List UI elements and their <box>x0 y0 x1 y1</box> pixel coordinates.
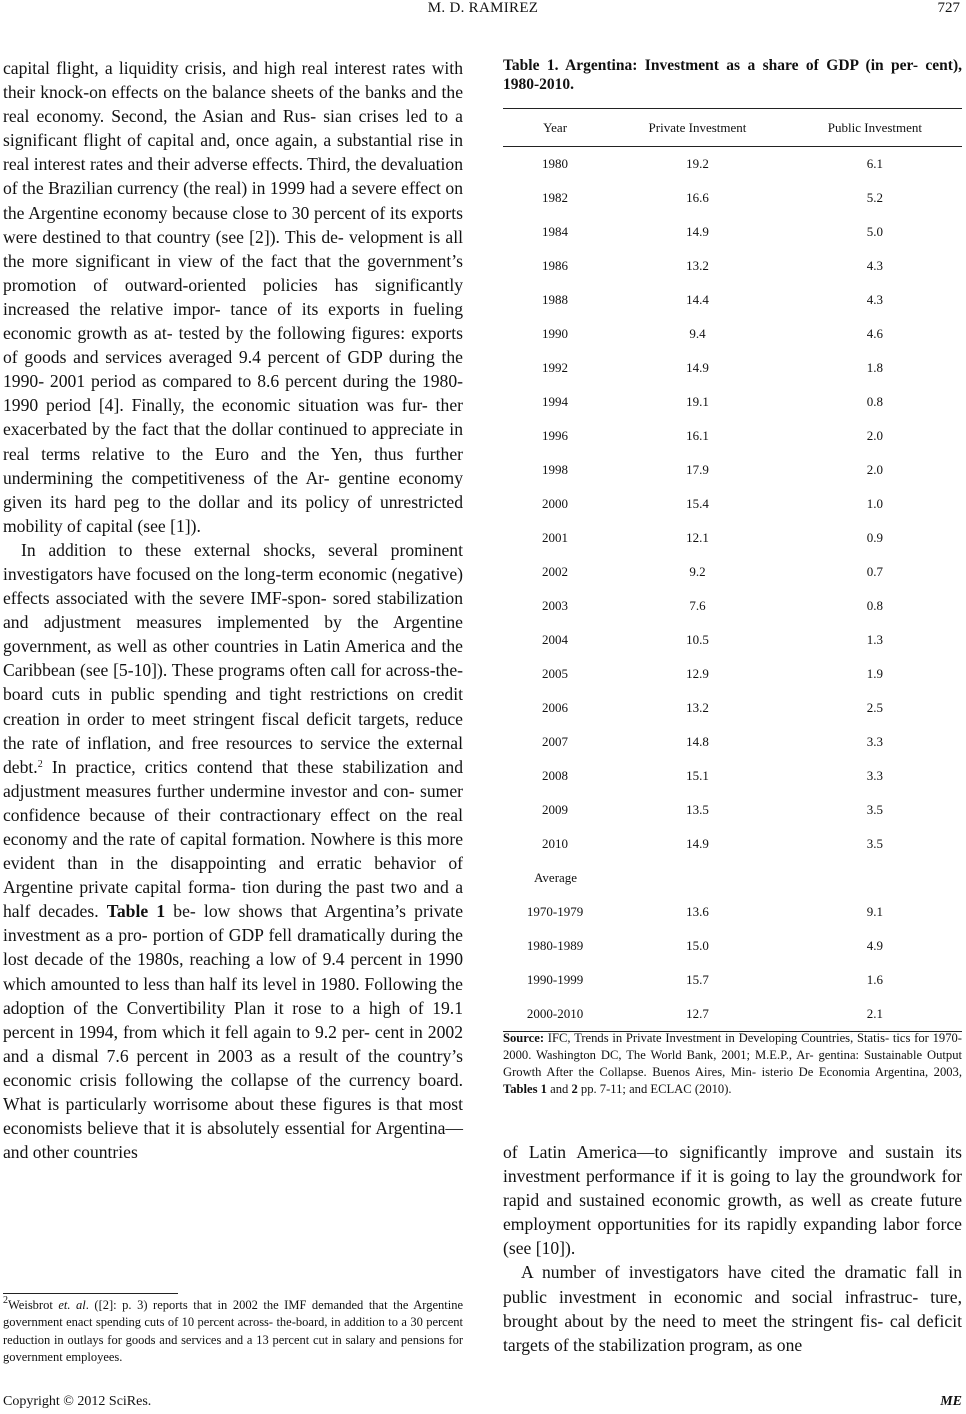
period-cell: 1990-1999 <box>526 972 584 987</box>
public-investment-cell: 4.3 <box>866 292 884 307</box>
year-cell: 2000 <box>542 496 569 511</box>
year-cell: 2009 <box>542 802 569 817</box>
public-investment-cell: 4.3 <box>866 258 884 273</box>
public-investment-cell: 2.1 <box>788 997 962 1032</box>
year-cell: 2008 <box>542 768 569 783</box>
period-cell: 1980-1989 <box>526 938 584 953</box>
footnote-italic: et. al <box>58 1298 86 1312</box>
source-label: Source: <box>503 1031 545 1045</box>
table-average-row <box>503 929 962 963</box>
public-investment-cell: 2.0 <box>866 462 884 477</box>
year-cell: 1980 <box>542 156 569 171</box>
table-row <box>503 555 962 589</box>
private-investment-cell: 12.9 <box>686 666 709 681</box>
table-body <box>503 147 962 1032</box>
public-investment-cell: 0.9 <box>866 530 884 545</box>
private-investment-cell: 16.6 <box>686 190 709 205</box>
investment-table <box>503 108 962 1032</box>
table-average-row <box>503 963 962 997</box>
table-row <box>503 487 962 521</box>
source-text: and <box>546 1082 572 1096</box>
private-investment-cell: 13.5 <box>686 802 709 817</box>
table-row <box>503 215 962 249</box>
average-label: Average <box>534 870 578 885</box>
table-row <box>503 657 962 691</box>
public-investment-cell: 2.5 <box>866 700 884 715</box>
public-investment-cell: 3.3 <box>866 734 884 749</box>
source-text: IFC, Trends in Private Investment in Developing Countries, Statis- tics for 1970-2000. Washington DC, The World Bank, 2001; M.E.P., Ar- gentina: Sustainable Output Growth After the Collapse. Buenos Aires, Min- isterio De Economia Argentina, 2003, <box>503 1031 962 1079</box>
table-header-row <box>503 109 962 147</box>
year-cell: 1996 <box>542 428 569 443</box>
private-investment-cell: 15.7 <box>686 972 709 987</box>
public-investment-cell: 3.5 <box>866 802 884 817</box>
paragraph-text: be- low shows that Argentina’s private investment as a pro- portion of GDP fell dramatically during the lost decade of the 1980s, reaching a low of 9.4 percent in 1990 which amounted to less than half its level in 1980. Following the adoption of the Convertibility Plan it rose to a high of 19.1 percent in 1994, from which it fell again to 9.2 per- cent in 2002 and a dismal 7.6 percent in 2003 as a result of the country’s economic crisis following the collapse of the currency board. What is particularly worrisome about these figures is that most economists believe that it is absolutely essential for Argentina—and other countries <box>3 901 464 1163</box>
body-paragraph-4: A number of investigators have cited the dramatic fall in public investment in economic and social infrastruc- ture, brought about by the need to meet the stringent fis- cal deficit targets of the stabilization program, as one <box>503 1262 962 1355</box>
private-investment-cell: 13.2 <box>686 700 709 715</box>
table-average-label-row <box>503 861 962 895</box>
footnote-mark[interactable]: 2 <box>37 758 43 770</box>
year-cell: 2006 <box>542 700 569 715</box>
source-bold: Tables 1 <box>503 1082 547 1096</box>
public-investment-cell: 5.2 <box>866 190 884 205</box>
table-average-row <box>503 895 962 929</box>
paragraph-text: In addition to these external shocks, several prominent investigators have focused on the long-term economic (negative) effects associated with the severe IMF-spon- sored stabilization and adjustment measures implemented by the Argentine government, as well as other countries in Latin America and the Caribbean (see [5-10]). These programs often call for across-the-board cuts in public spending and tight restrictions on credit creation in order to meet stringent fiscal deficit targets, reduce the rate of inflation, and free resources to service the external debt. <box>3 539 463 777</box>
year-cell: 1982 <box>542 190 569 205</box>
public-investment-cell: 0.7 <box>866 564 884 579</box>
body-paragraph-3: of Latin America—to significantly improve and sustain its investment performance if it is going to lay the groundwork for rapid and sustained economic growth, as well as create future employment opportunities for its rapidly expanding labor force (see [10]). <box>503 1142 962 1259</box>
private-investment-cell: 15.0 <box>686 938 709 953</box>
right-body-text <box>503 1140 962 1357</box>
table-row <box>503 589 962 623</box>
private-investment-cell: 10.5 <box>686 632 709 647</box>
table-reference[interactable]: Table 1 <box>106 901 166 922</box>
private-investment-cell: 14.4 <box>686 292 709 307</box>
table-row <box>503 181 962 215</box>
table-row <box>503 147 962 182</box>
year-cell: 1986 <box>542 258 569 273</box>
table-row <box>503 419 962 453</box>
copyright-notice: Copyright © 2012 SciRes. <box>3 1394 152 1409</box>
public-investment-cell: 0.8 <box>866 598 884 613</box>
public-investment-cell: 1.8 <box>866 360 884 375</box>
source-text: pp. 7-11; and ECLAC (2010). <box>577 1082 732 1096</box>
private-investment-cell: 15.4 <box>686 496 709 511</box>
public-investment-cell: 6.1 <box>866 156 884 171</box>
table-row <box>503 827 962 861</box>
private-investment-cell: 9.2 <box>689 564 706 579</box>
table-row <box>503 351 962 385</box>
year-cell: 2001 <box>542 530 569 545</box>
source-bold: 2 <box>571 1082 578 1096</box>
public-investment-cell: 0.8 <box>866 394 884 409</box>
footnote-text: . ([2]: p. 3) reports that in 2002 the IMF demanded that the Argentine government enact spending cuts of 10 percent across- the-board, in addition to a 30 percent reduction in outlays for goods and services and a 13 percent cut in salary and pensions for government employees. <box>3 1298 463 1365</box>
table-row <box>503 385 962 419</box>
private-investment-cell: 17.9 <box>686 462 709 477</box>
table-row <box>503 453 962 487</box>
paragraph-text: In practice, critics contend that these stabilization and adjustment measures further undermine investor and con- sumer confidence because of their contractionary effect on the real economy and the rate of capital formation. Nowhere is this more evident than in the disappointing and erratic behavior of Argentine private capital forma- tion during the past two and a half decades. <box>3 756 463 922</box>
private-investment-cell: 13.2 <box>686 258 709 273</box>
public-investment-cell: 4.9 <box>866 938 884 953</box>
private-investment-cell: 14.9 <box>686 360 709 375</box>
public-investment-cell: 1.0 <box>866 496 884 511</box>
table-row <box>503 725 962 759</box>
table-average-row <box>503 997 962 1032</box>
public-investment-cell: 1.6 <box>866 972 884 987</box>
footnote-text: Weisbrot <box>8 1298 59 1312</box>
private-investment-cell: 19.2 <box>686 156 709 171</box>
private-investment-cell: 14.9 <box>686 224 709 239</box>
private-investment-cell: 7.6 <box>689 598 706 613</box>
year-cell: 1984 <box>542 224 569 239</box>
private-investment-cell: 12.1 <box>686 530 709 545</box>
public-investment-cell: 5.0 <box>866 224 884 239</box>
year-cell: 2002 <box>542 564 569 579</box>
year-cell: 1990 <box>542 326 569 341</box>
running-head-author: M. D. RAMIREZ <box>427 0 539 16</box>
table-row <box>503 249 962 283</box>
private-investment-cell: 16.1 <box>686 428 709 443</box>
private-investment-cell: 9.4 <box>689 326 706 341</box>
period-cell: 2000-2010 <box>503 997 607 1032</box>
year-cell: 2003 <box>542 598 569 613</box>
private-investment-cell: 14.8 <box>686 734 709 749</box>
footnote-divider <box>3 1293 178 1294</box>
private-investment-cell: 15.1 <box>686 768 709 783</box>
table-caption: Table 1. Argentina: Investment as a share of GDP (in per- cent), 1980-2010. <box>503 57 962 93</box>
footnote <box>3 1297 463 1367</box>
table-row <box>503 283 962 317</box>
table-source-note <box>503 1030 962 1098</box>
year-cell: 1998 <box>542 462 569 477</box>
table-row <box>503 759 962 793</box>
column-header-public: Public Investment <box>788 109 962 147</box>
column-header-year: Year <box>503 109 607 147</box>
left-column <box>3 56 463 1164</box>
table-row <box>503 521 962 555</box>
public-investment-cell: 1.3 <box>866 632 884 647</box>
footnote-number: 2 <box>3 1295 8 1306</box>
period-cell: 1970-1979 <box>526 904 584 919</box>
year-cell: 1994 <box>542 394 569 409</box>
year-cell: 2004 <box>542 632 569 647</box>
year-cell: 1988 <box>542 292 569 307</box>
private-investment-cell: 19.1 <box>686 394 709 409</box>
right-column <box>503 56 962 1355</box>
private-investment-cell: 12.7 <box>607 997 788 1032</box>
page-header <box>0 0 966 22</box>
public-investment-cell: 3.5 <box>866 836 884 851</box>
table-row <box>503 317 962 351</box>
table-row <box>503 691 962 725</box>
year-cell: 2010 <box>542 836 569 851</box>
body-paragraph-1: capital flight, a liquidity crisis, and high real interest rates with their knock-on effects on the balance sheets of the banks and the real economy. Second, the Asian and Rus- sian crises led to a significant flight of capital and, once again, a substantial rise in real interest rates and their adverse effects. Third, the devaluation of the Brazilian currency (the real) in 1999 had a severe effect on the Argentine economy because close to 30 percent of its exports were destined to that country (see [2]). This de- velopment is all the more significant in view of the fact that the government’s promotion of outward-oriented policies has significantly increased the relative impor- tance of its exports in fueling economic growth as at- tested by the following figures: exports of goods and services averaged 9.4 percent of GDP during the 1990- 2001 period as compared to 8.6 percent during the 1980- 1990 period [4]. Finally, the economic situation was fur- ther exacerbated by the fact that the dollar continued to appreciate in real terms relative to the Euro and the Yen, thus further undermining the competitiveness of the Ar- gentine economy given its hard peg to the dollar and its policy of unrestricted mobility of capital (see [1]). <box>3 58 464 536</box>
public-investment-cell: 4.6 <box>866 326 884 341</box>
private-investment-cell: 13.6 <box>686 904 709 919</box>
year-cell: 2007 <box>542 734 569 749</box>
public-investment-cell: 9.1 <box>866 904 884 919</box>
journal-abbreviation: ME <box>940 1394 962 1409</box>
table-row <box>503 623 962 657</box>
public-investment-cell: 3.3 <box>866 768 884 783</box>
private-investment-cell: 14.9 <box>686 836 709 851</box>
year-cell: 2005 <box>542 666 569 681</box>
column-header-private: Private Investment <box>607 109 788 147</box>
year-cell: 1992 <box>542 360 569 375</box>
page-number: 727 <box>937 0 960 16</box>
public-investment-cell: 2.0 <box>866 428 884 443</box>
public-investment-cell: 1.9 <box>866 666 884 681</box>
table-row <box>503 793 962 827</box>
body-paragraph-2 <box>3 538 463 1164</box>
